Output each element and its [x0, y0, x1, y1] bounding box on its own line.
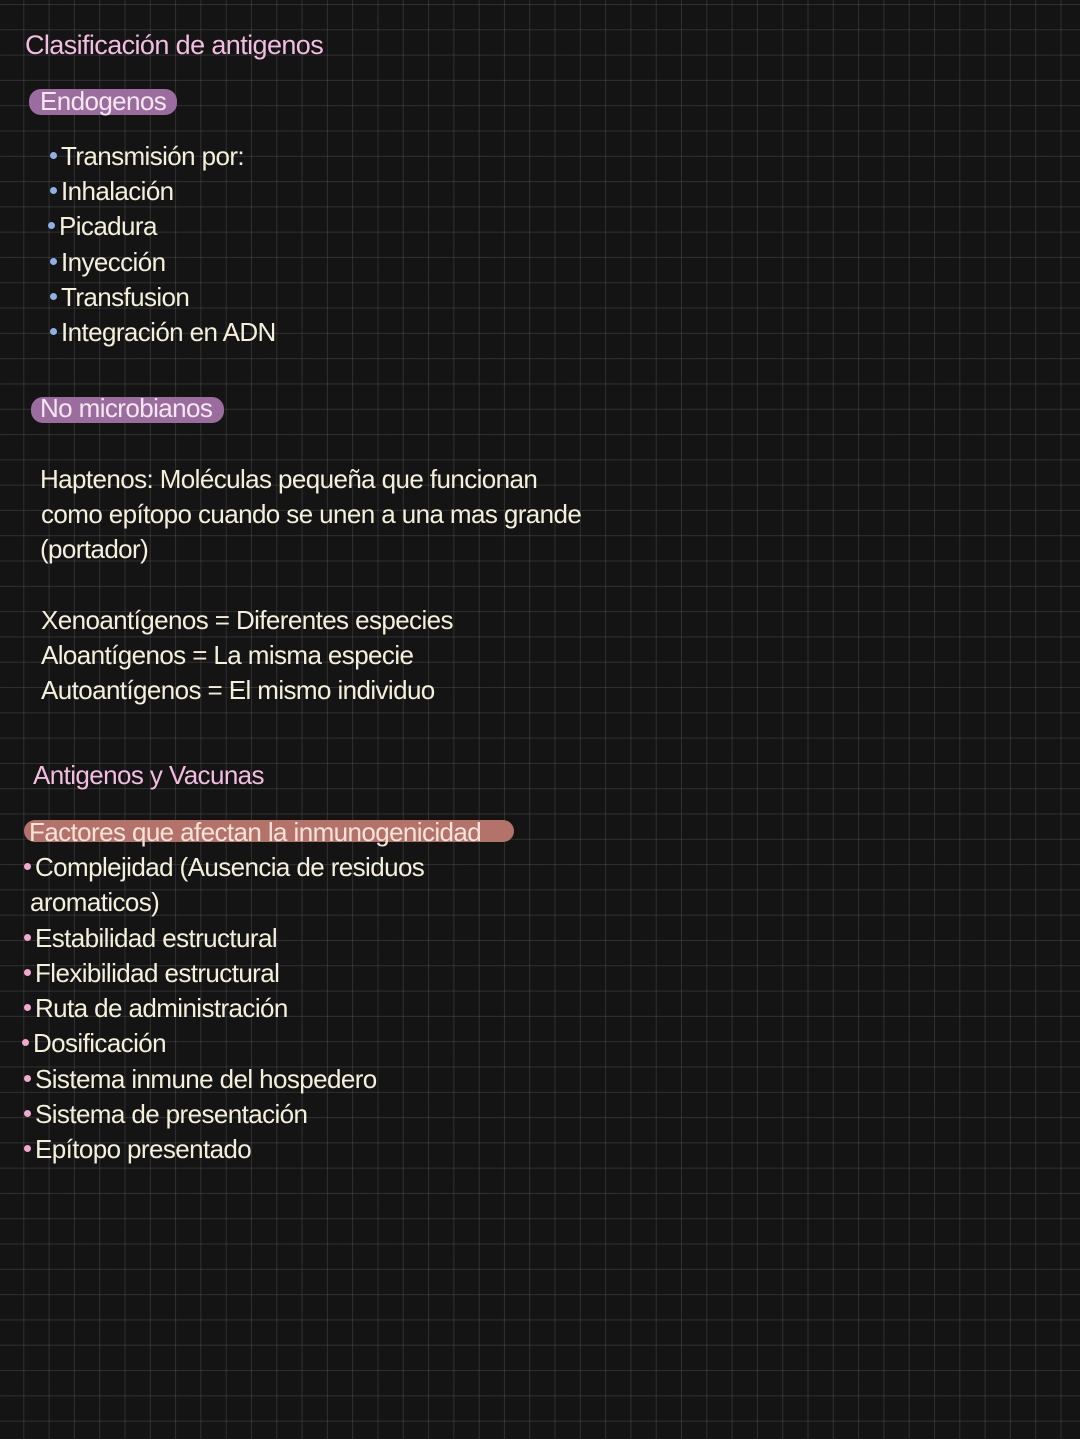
list-item	[50, 280, 189, 315]
item-text: Flexibilidad estructural	[35, 958, 280, 988]
item-text: Inhalación	[61, 176, 174, 206]
item-text: Inyección	[61, 247, 166, 277]
bullet-icon	[24, 969, 31, 976]
list-item	[24, 921, 277, 956]
bullet-icon	[50, 258, 57, 265]
bullet-icon	[22, 1039, 29, 1046]
list-item	[24, 850, 424, 885]
haptenos-line: (portador)	[40, 534, 149, 564]
list-item	[24, 991, 288, 1026]
list-item	[24, 1132, 251, 1167]
bullet-icon	[48, 222, 55, 229]
item-text: Epítopo presentado	[35, 1134, 252, 1164]
haptenos-line: como epítopo cuando se unen a una mas grande	[41, 499, 582, 529]
definition: Aloantígenos = La misma especie	[41, 640, 414, 670]
tag-endogenos: Endogenos	[40, 86, 167, 116]
item-text: Transmisión por:	[61, 141, 245, 171]
item-text: Sistema inmune del hospedero	[35, 1064, 377, 1094]
item-text: Transfusion	[61, 282, 190, 312]
page-title: Clasificación de antigenos	[25, 30, 324, 60]
bullet-icon	[50, 328, 57, 335]
bullet-icon	[24, 1004, 31, 1011]
bullet-icon	[24, 934, 31, 941]
list-item	[50, 174, 174, 209]
definition: Autoantígenos = El mismo individuo	[41, 675, 435, 705]
item-text: Ruta de administración	[35, 993, 288, 1023]
section-title: Antigenos y Vacunas	[33, 760, 264, 790]
list-item	[50, 315, 276, 350]
bullet-icon	[50, 152, 57, 159]
bullet-icon	[24, 1075, 31, 1082]
list-item	[24, 1062, 377, 1097]
list-item	[22, 1026, 166, 1061]
list-item	[48, 209, 157, 244]
list-item	[24, 956, 279, 991]
haptenos-line: Haptenos: Moléculas pequeña que funcionan	[40, 464, 538, 494]
list-item-continuation: aromaticos)	[30, 887, 160, 917]
bullet-icon	[50, 293, 57, 300]
item-text: Picadura	[59, 211, 157, 241]
list-item	[50, 245, 165, 280]
definition: Xenoantígenos = Diferentes especies	[41, 605, 453, 635]
bullet-icon	[24, 1145, 31, 1152]
list-item	[50, 139, 244, 174]
item-text: Complejidad (Ausencia de residuos	[35, 852, 425, 882]
item-text: Dosificación	[33, 1028, 166, 1058]
bullet-icon	[50, 187, 57, 194]
bullet-icon	[24, 863, 31, 870]
tag-factores: Factores que afectan la inmunogenicidad	[29, 817, 482, 847]
tag-no-microbianos: No microbianos	[40, 393, 213, 423]
item-text: Estabilidad estructural	[35, 923, 277, 953]
bullet-icon	[24, 1110, 31, 1117]
item-text: Integración en ADN	[61, 317, 276, 347]
item-text: Sistema de presentación	[35, 1099, 308, 1129]
list-item	[24, 1097, 307, 1132]
